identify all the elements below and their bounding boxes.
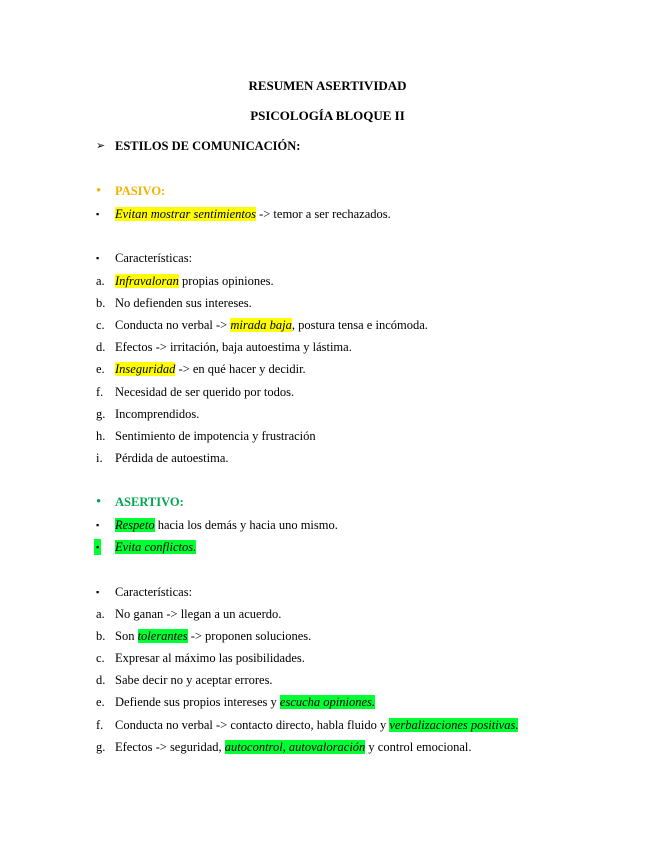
list-item-text	[115, 694, 375, 710]
square-bullet-icon: ▪	[96, 587, 100, 597]
section-heading: ESTILOS DE COMUNICACIÓN:	[115, 139, 301, 153]
list-item-text	[115, 717, 518, 733]
square-bullet-icon: ▪	[96, 209, 100, 219]
list-item-text	[115, 295, 252, 311]
asertivo-heading: ASERTIVO:	[115, 495, 184, 509]
highlight-text: Inseguridad	[115, 362, 176, 377]
list-marker: c.	[96, 318, 105, 333]
plain-text: Pérdida de autoestima.	[115, 450, 229, 465]
highlight-text: Evita conflictos.	[115, 540, 197, 554]
list-marker: d.	[96, 340, 106, 355]
plain-text: propias opiniones.	[178, 274, 274, 288]
list-marker: g.	[96, 739, 106, 754]
pasivo-heading: PASIVO:	[115, 184, 166, 198]
doc-subtitle: PSICOLOGÍA BLOQUE II	[250, 108, 405, 123]
list-marker: e.	[96, 362, 105, 377]
plain-text: Efectos -> irritación, baja autoestima y lástima.	[115, 340, 352, 355]
caracteristicas-label: Características:	[115, 251, 193, 265]
list-marker: b.	[96, 296, 106, 311]
highlight-text: autocontrol, autovaloración	[224, 739, 366, 754]
list-marker: g.	[96, 406, 106, 421]
list-marker: i.	[96, 450, 103, 465]
list-item-text	[115, 450, 229, 466]
list-marker: e.	[96, 695, 105, 710]
plain-text: Defiende sus propios intereses y	[115, 695, 280, 710]
highlight-text: Respeto	[115, 518, 155, 532]
list-marker: d.	[96, 673, 106, 688]
list-marker: f.	[96, 384, 104, 399]
plain-text: y control emocional.	[365, 739, 472, 754]
list-item-text	[115, 317, 428, 333]
plain-text: Efectos -> seguridad,	[115, 739, 225, 754]
list-item-text	[115, 273, 274, 289]
plain-text: No ganan -> llegan a un acuerdo.	[115, 607, 282, 621]
list-item-text	[115, 428, 316, 444]
list-item-text	[115, 650, 305, 666]
bullet-text: -> temor a ser rechazados.	[255, 207, 391, 221]
list-item-text	[115, 406, 199, 422]
arrow-bullet-icon: ➢	[96, 140, 106, 152]
highlight-text: Evitan mostrar sentimientos	[115, 207, 256, 221]
highlight-text: tolerantes	[137, 629, 188, 644]
caracteristicas-label: Características:	[115, 585, 193, 599]
plain-text: , postura tensa e incómoda.	[291, 318, 428, 333]
plain-text: Incomprendidos.	[115, 406, 200, 421]
dot-bullet-icon: •	[96, 183, 102, 199]
highlight-text: mirada baja	[230, 318, 292, 333]
list-item-text	[115, 606, 281, 622]
plain-text: Conducta no verbal ->	[115, 318, 231, 333]
list-marker: b.	[96, 629, 106, 644]
plain-text: Necesidad de ser querido por todos.	[115, 384, 295, 399]
square-bullet-icon: ▪	[96, 253, 100, 263]
list-marker: h.	[96, 428, 106, 443]
plain-text: Sentimiento de impotencia y frustración	[115, 428, 316, 443]
highlight-text: escucha opiniones.	[279, 695, 376, 710]
plain-text: -> en qué hacer y decidir.	[175, 362, 306, 377]
plain-text: Conducta no verbal -> contacto directo, habla fluido y	[115, 717, 390, 732]
list-item-text	[115, 339, 352, 355]
list-marker: a.	[96, 607, 105, 621]
plain-text: Son	[115, 629, 138, 644]
list-item-text	[115, 739, 472, 755]
list-marker: f.	[96, 717, 104, 732]
list-item-text	[115, 361, 306, 377]
list-item-text	[115, 628, 311, 644]
list-marker: c.	[96, 651, 105, 666]
plain-text: No defienden sus intereses.	[115, 296, 252, 311]
list-marker: a.	[96, 274, 105, 288]
bullet-text: hacia los demás y hacia uno mismo.	[154, 518, 338, 532]
plain-text: Sabe decir no y aceptar errores.	[115, 673, 273, 688]
doc-title: RESUMEN ASERTIVIDAD	[248, 78, 407, 93]
highlight-text: verbalizaciones positivas.	[389, 717, 519, 732]
list-item-text	[115, 672, 273, 688]
highlight-text: Infravaloran	[115, 274, 179, 288]
list-item-text	[115, 384, 294, 400]
dot-bullet-icon: •	[96, 494, 102, 510]
square-bullet-icon: ▪	[94, 539, 101, 555]
plain-text: Expresar al máximo las posibilidades.	[115, 651, 305, 666]
plain-text: -> proponen soluciones.	[187, 629, 312, 644]
square-bullet-icon: ▪	[96, 520, 100, 530]
